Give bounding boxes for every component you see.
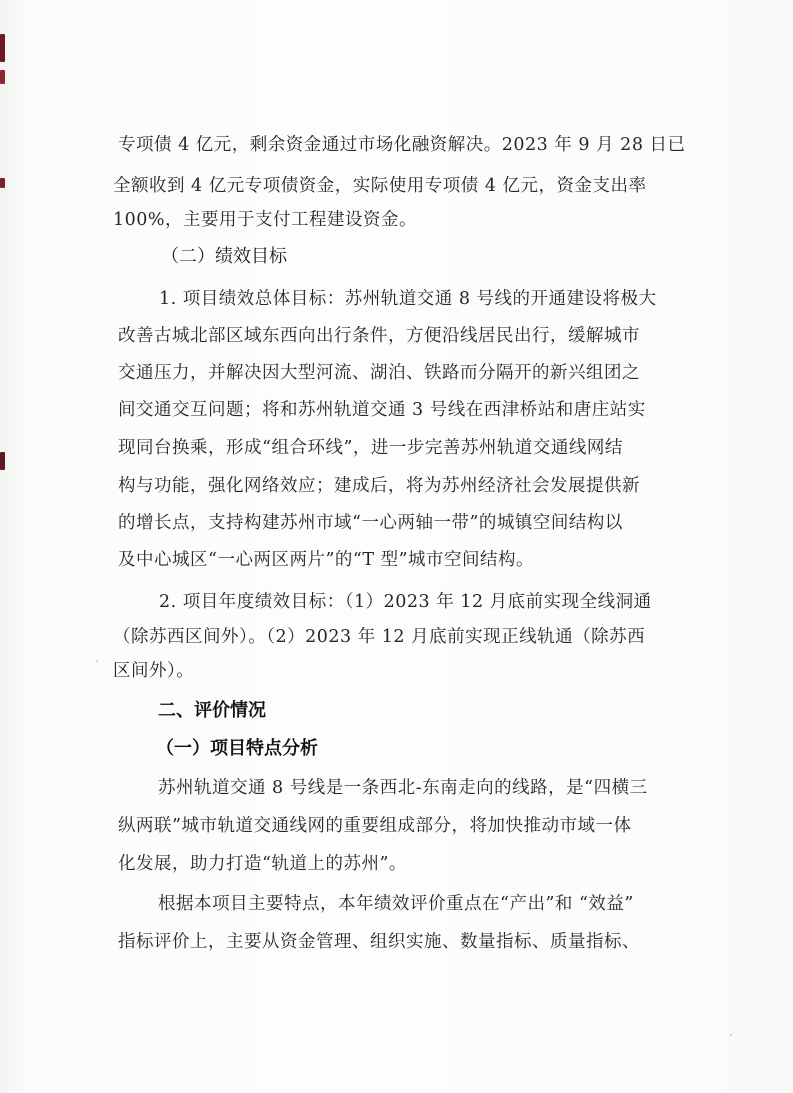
section-heading-performance-goals: （二）绩效目标 <box>161 246 287 267</box>
body-line: 2. 项目年度绩效目标：（1）2023 年 12 月底前实现全线洞通 <box>159 592 652 612</box>
body-line: 苏州轨道交通 8 号线是一条西北-东南走向的线路，是“四横三 <box>158 778 648 798</box>
body-line: 改善古城北部区域东西向出行条件，方便沿线居民出行，缓解城市 <box>118 326 640 346</box>
section-heading-evaluation: 二、评价情况 <box>158 700 266 721</box>
body-line: 全额收到 4 亿元专项债资金，实际使用专项债 4 亿元，资金支出率 <box>113 176 647 196</box>
body-line: 纵两联”城市轨道交通线网的重要组成部分，将加快推动市域一体 <box>118 816 632 836</box>
body-line: 100%，主要用于支付工程建设资金。 <box>113 210 418 230</box>
body-line: 根据本项目主要特点，本年绩效评价重点在“产出”和 “效益” <box>158 894 634 914</box>
body-line: 化发展，助力打造“轨道上的苏州”。 <box>118 854 407 874</box>
body-line: 间交通交互问题；将和苏州轨道交通 3 号线在西津桥站和唐庄站实 <box>118 400 646 420</box>
body-line: 区间外）。 <box>113 661 195 681</box>
body-line: 现同台换乘，形成“组合环线”，进一步完善苏州轨道交通线网结 <box>118 438 623 458</box>
scan-speck <box>96 660 98 662</box>
body-line: 指标评价上，主要从资金管理、组织实施、数量指标、质量指标、 <box>118 932 640 952</box>
body-line: 交通压力，并解决因大型河流、湖泊、铁路而分隔开的新兴组团之 <box>118 363 640 383</box>
body-line: 专项债 4 亿元，剩余资金通过市场化融资解决。2023 年 9 月 28 日已 <box>118 135 686 155</box>
scan-edge-mark <box>0 452 5 470</box>
body-line: 的增长点，支持构建苏州市域“一心两轴一带”的城镇空间结构以 <box>118 513 623 533</box>
body-line: 及中心城区“一心两区两片”的“T 型”城市空间结构。 <box>118 550 535 570</box>
scan-edge-mark <box>0 70 5 84</box>
scan-speck <box>730 1034 732 1036</box>
scan-edge-mark <box>0 34 5 62</box>
body-line: （除苏西区间外）。（2）2023 年 12 月底前实现正线轨通（除苏西 <box>113 627 646 647</box>
body-line: 1. 项目绩效总体目标：苏州轨道交通 8 号线的开通建设将极大 <box>159 289 657 309</box>
scan-edge-mark <box>0 178 5 188</box>
section-heading-feature-analysis: （一）项目特点分析 <box>156 738 318 759</box>
body-line: 构与功能，强化网络效应；建成后，将为苏州经济社会发展提供新 <box>118 476 640 496</box>
